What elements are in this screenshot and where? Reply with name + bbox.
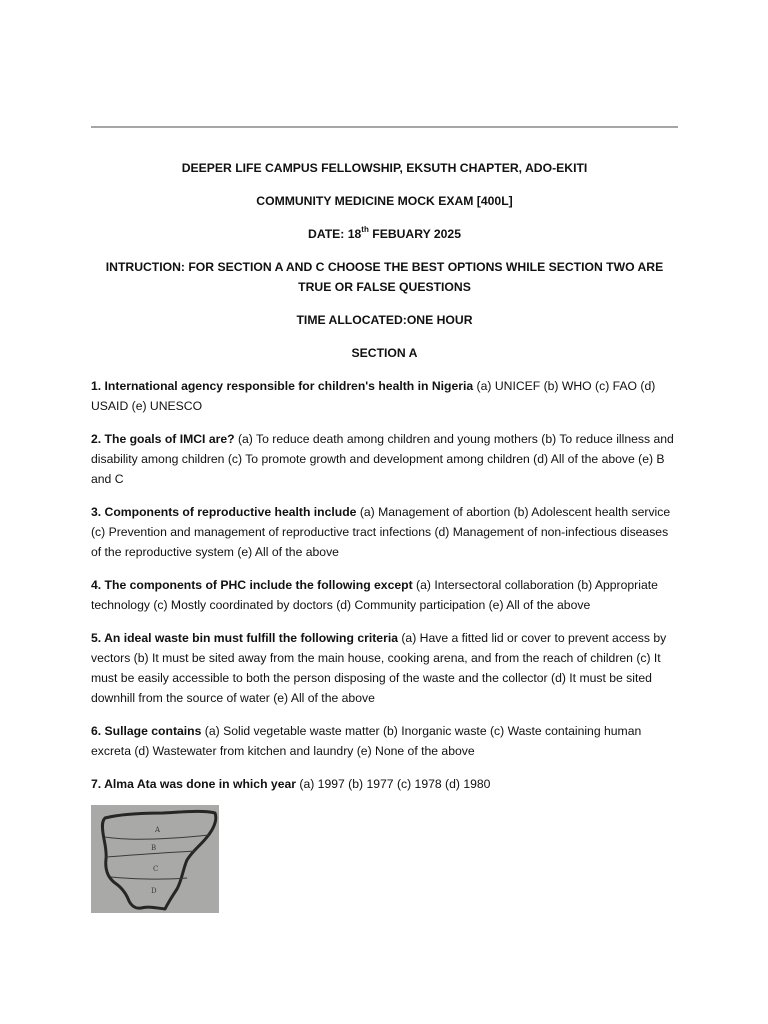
question-options: (a) Have a fitted lid or cover to prevent access by vectors (b) It must be sited away from the main house, cooking arena, and from the reach of children (c) It must be easily accessible to both the person disposing of the waste and the collector (d) It must be sited downhill from the source of water (e) All of the above xyxy=(91,631,667,705)
date-suffix: FEBUARY 2025 xyxy=(368,227,461,241)
question-4 xyxy=(91,575,678,615)
question-5 xyxy=(91,628,678,708)
org-title: DEEPER LIFE CAMPUS FELLOWSHIP, EKSUTH CHAPTER, ADO-EKITI xyxy=(181,161,588,175)
zone-label-c: C xyxy=(153,865,159,873)
date-prefix: DATE: 18 xyxy=(308,227,362,241)
nigeria-map-sketch xyxy=(91,805,219,913)
question-stem: 2. The goals of IMCI are? xyxy=(91,432,235,446)
question-stem: 5. An ideal waste bin must fulfill the following criteria xyxy=(91,631,398,645)
question-options: (a) To reduce death among children and young mothers (b) To reduce illness and disability among children (c) To promote growth and development among children (d) All of the above (e) B and C xyxy=(91,432,674,486)
question-options: (a) 1997 (b) 1977 (c) 1978 (d) 1980 xyxy=(296,777,491,791)
exam-document xyxy=(91,158,678,807)
question-stem: 1. International agency responsible for children's health in Nigeria xyxy=(91,379,474,393)
question-6 xyxy=(91,721,678,761)
section-heading: SECTION A xyxy=(351,346,418,360)
time-allocated: TIME ALLOCATED:ONE HOUR xyxy=(296,313,473,327)
map-sketch-drawing xyxy=(91,805,219,913)
header-rule xyxy=(91,126,678,128)
question-options: (a) Management of abortion (b) Adolescent health service (c) Prevention and management of reproductive tract infections (d) Management of non-infectious diseases of the reproductive system (e) All of the above xyxy=(91,505,671,559)
question-stem: 4. The components of PHC include the following except xyxy=(91,578,413,592)
exam-title: COMMUNITY MEDICINE MOCK EXAM [400L] xyxy=(256,194,513,208)
question-options: (a) Solid vegetable waste matter (b) Inorganic waste (c) Waste containing human excreta (d) Wastewater from kitchen and laundry (e) None of the above xyxy=(91,724,642,758)
zone-label-a: A xyxy=(155,826,161,834)
question-options: (a) Intersectoral collaboration (b) Appropriate technology (c) Mostly coordinated by doctors (d) Community participation (e) All of the above xyxy=(91,578,658,612)
exam-date xyxy=(91,224,678,244)
question-options: (a) UNICEF (b) WHO (c) FAO (d) USAID (e) UNESCO xyxy=(91,379,656,413)
question-2 xyxy=(91,429,678,489)
question-7 xyxy=(91,774,678,794)
zone-label-b: B xyxy=(151,844,157,852)
question-1 xyxy=(91,376,678,416)
question-stem: 3. Components of reproductive health include xyxy=(91,505,357,519)
question-stem: 7. Alma Ata was done in which year xyxy=(91,777,296,791)
question-3 xyxy=(91,502,678,562)
zone-label-d: D xyxy=(151,887,157,895)
instruction: INTRUCTION: FOR SECTION A AND C CHOOSE THE BEST OPTIONS WHILE SECTION TWO ARE TRUE OR FALSE QUESTIONS xyxy=(105,260,664,294)
question-stem: 6. Sullage contains xyxy=(91,724,202,738)
date-ordinal: th xyxy=(361,224,369,234)
